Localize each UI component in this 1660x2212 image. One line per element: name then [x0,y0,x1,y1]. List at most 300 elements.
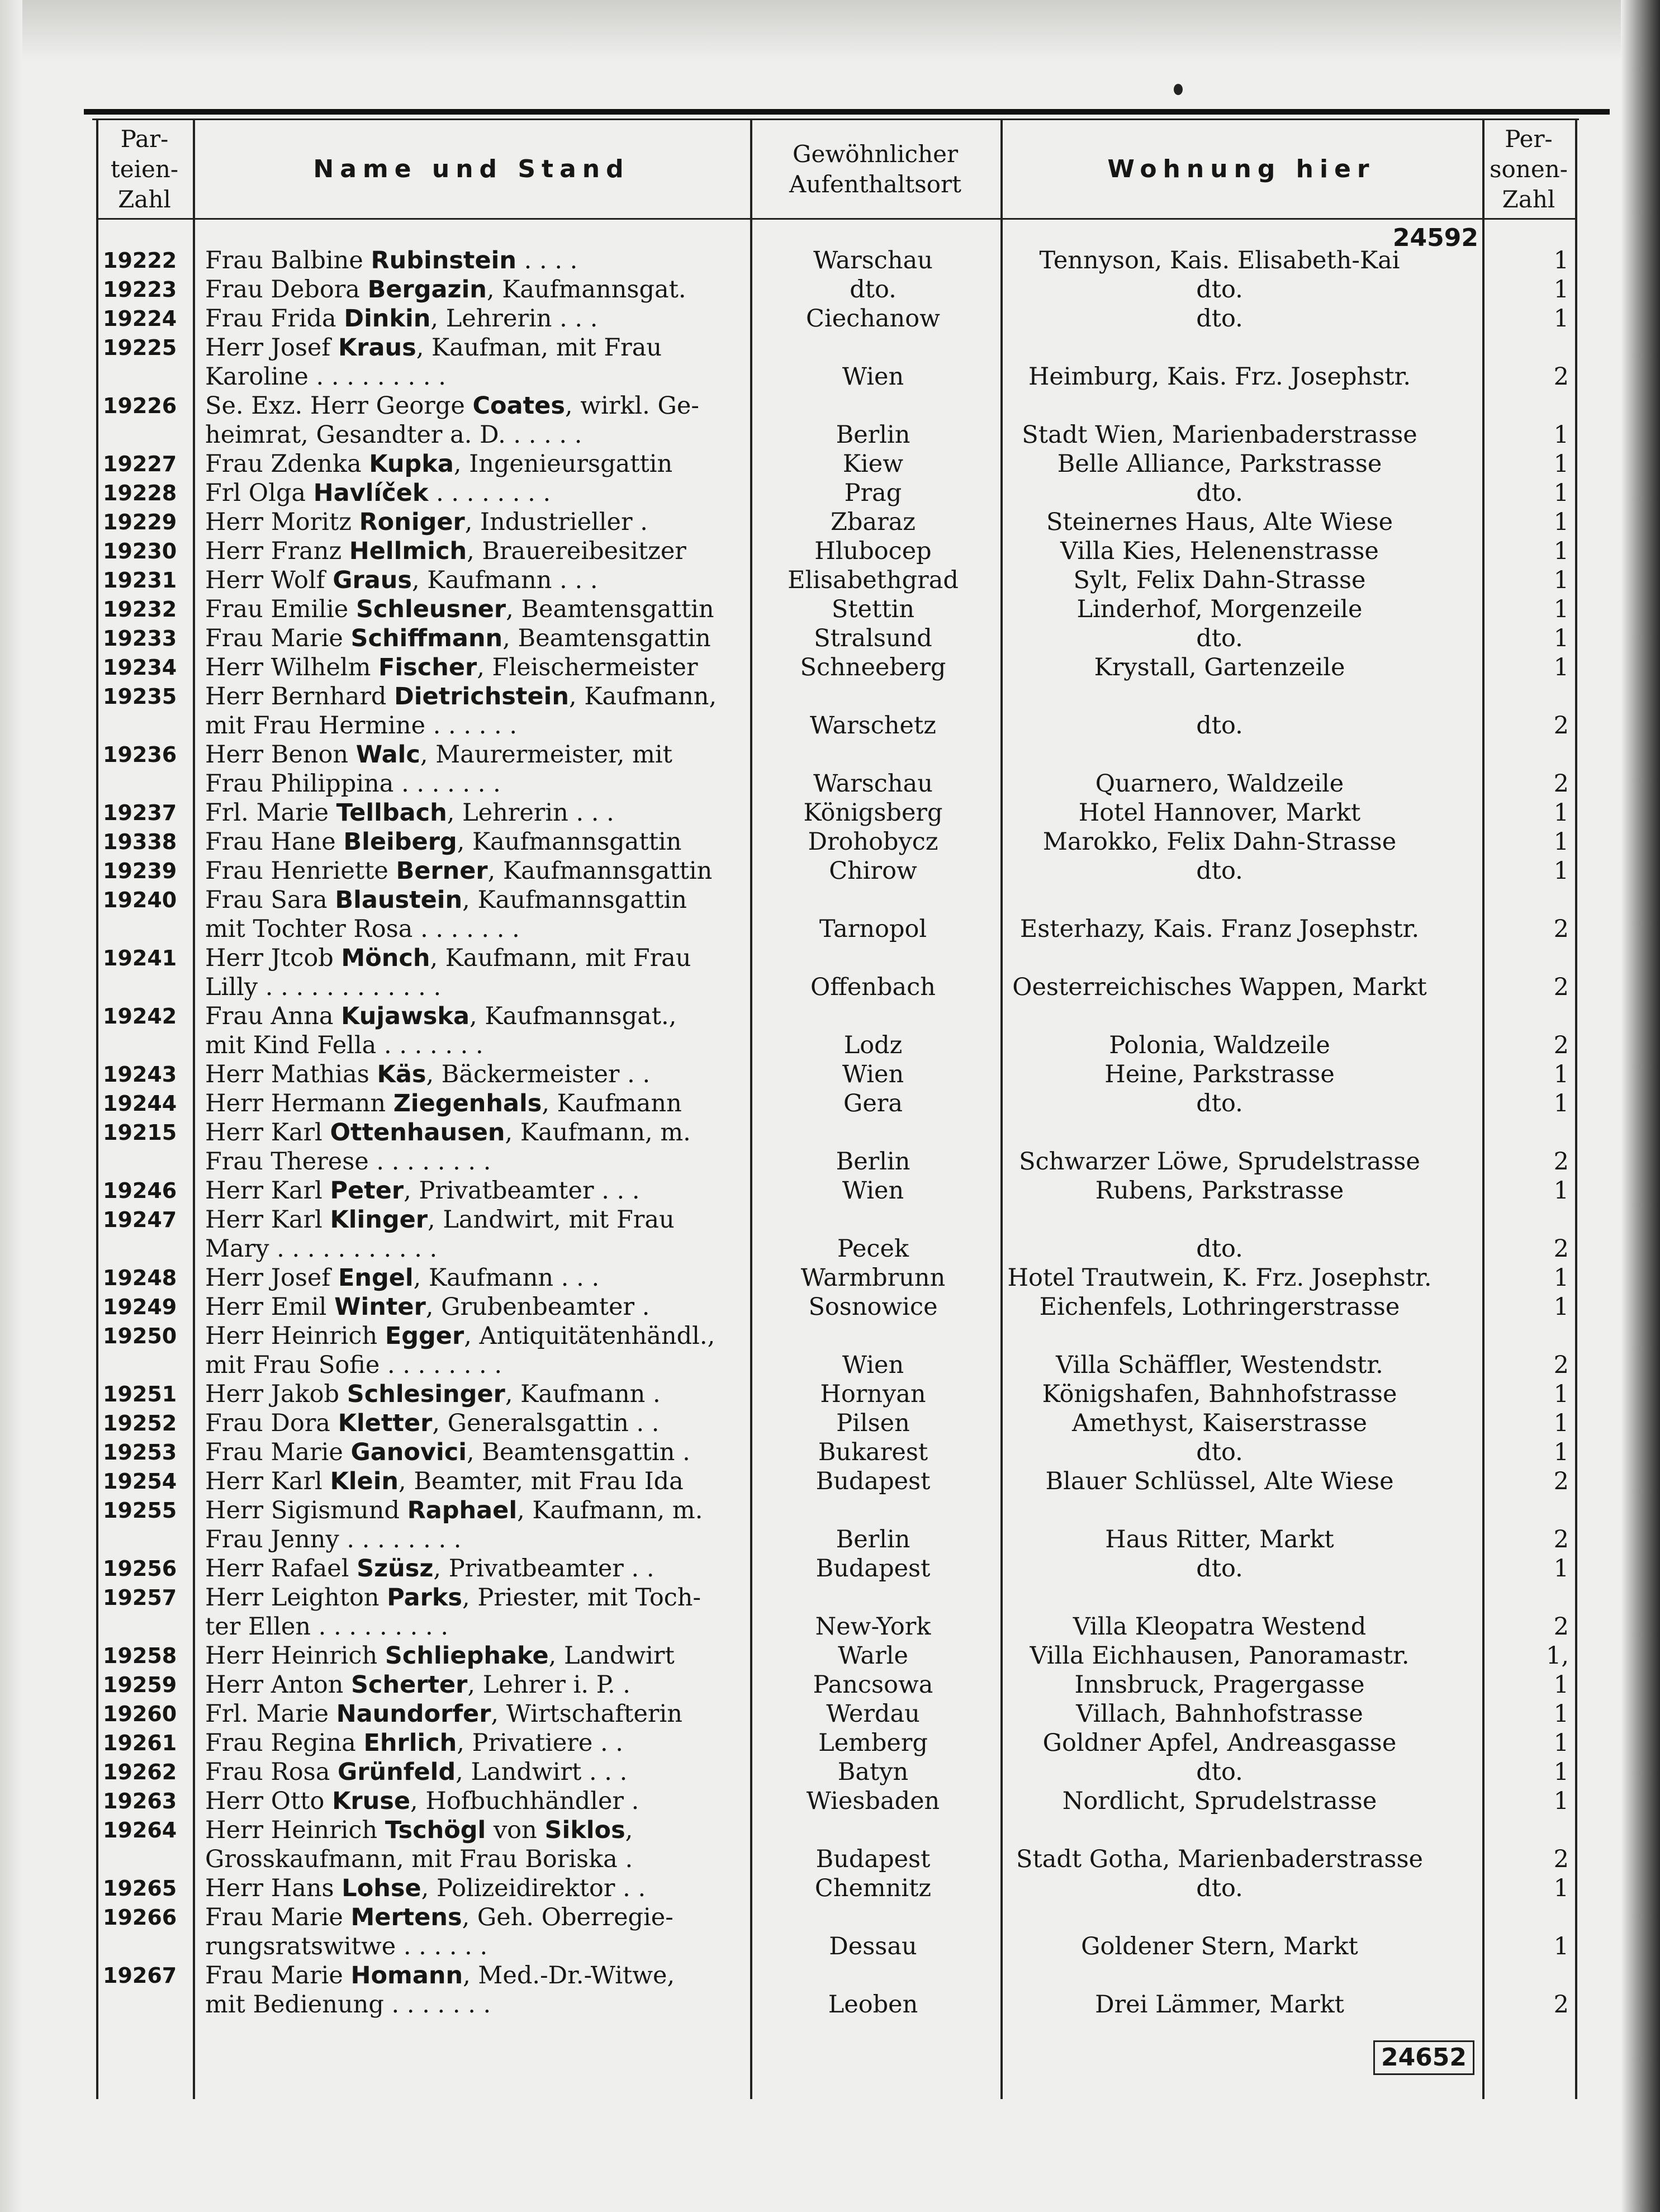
lodging: Eichenfels, Lothringerstrasse [1039,1293,1400,1321]
surname: Kraus [338,334,416,362]
name-line [205,246,837,275]
name-text: , Priester, mit Toch- [462,1584,701,1612]
lodging: Krystall, Gartenzeile [1094,653,1345,681]
name-line [205,740,837,769]
name-and-status [205,1496,837,1554]
name-text: Herr Franz [205,537,349,565]
top-rule [84,109,1610,115]
register-table [96,120,1577,2099]
lodging: Innsbruck, Pragergasse [1074,1671,1365,1699]
persons-count: 2 [1553,1467,1569,1495]
name-text: heimrat, Gesandter a. D. . . . . . [205,421,582,449]
name-and-status [205,595,837,624]
residence: Pancsowa [813,1671,933,1699]
persons-count: 1 [1553,1787,1569,1815]
register-entry [96,1787,1577,1816]
surname: Siklos [544,1816,625,1844]
lodging: Blauer Schlüssel, Alte Wiese [1045,1467,1394,1495]
party-number: 19257 [103,1585,177,1610]
persons-count: 1 [1553,1264,1569,1292]
surname: Parks [387,1584,463,1612]
name-line [205,827,837,856]
name-text: Herr Wilhelm [205,653,379,681]
party-number: 19240 [103,888,177,912]
party-number: 19225 [103,335,177,360]
name-text: Herr Wolf [205,566,333,594]
persons-count: 1 [1553,479,1569,507]
name-text: , Hofbuchhändler . [410,1787,639,1815]
persons-count: 1 [1553,857,1569,885]
party-number: 19253 [103,1440,177,1465]
name-and-status [205,944,837,1002]
name-text: , Ingenieursgattin [453,450,673,478]
name-text: Frau Hane [205,828,344,856]
surname: Hellmich [349,537,467,565]
party-number: 19244 [103,1091,177,1116]
name-text: , Fleischermeister [477,653,698,681]
name-line [205,1380,837,1409]
persons-count: 1 [1553,1177,1569,1205]
name-text: Karoline . . . . . . . . . [205,363,446,391]
lodging: Marokko, Felix Dahn-Strasse [1042,828,1397,856]
name-text: , Med.-Dr.-Witwe, [463,1962,675,1990]
name-text: , Kaufmannsgat., [469,1002,677,1030]
persons-count: 2 [1553,915,1569,943]
party-number: 19338 [103,830,177,854]
name-line [205,1263,837,1292]
party-number: 19230 [103,539,177,563]
register-entry [96,246,1577,275]
name-text: Herr Benon [205,741,356,769]
name-text: , Landwirt, mit Frau [428,1206,675,1234]
party-number: 19259 [103,1673,177,1697]
name-text: Herr Leighton [205,1584,387,1612]
surname: Lohse [342,1874,421,1902]
name-text: Frau Therese . . . . . . . . [205,1148,491,1176]
persons-count: 1 [1553,1700,1569,1728]
party-number: 19250 [103,1324,177,1348]
residence: Wien [842,363,904,391]
residence: Chirow [829,857,917,885]
surname: Bleiberg [343,828,457,856]
surname: Berner [396,857,488,885]
surname: Ziegenhals [393,1090,542,1117]
name-text: Herr Josef [205,1264,338,1292]
lodging: dto. [1196,857,1243,885]
residence: Berlin [836,1148,910,1176]
lodging: Haus Ritter, Markt [1105,1526,1334,1553]
party-number: 19233 [103,626,177,651]
party-number: 19260 [103,1702,177,1726]
surname: Klein [330,1467,399,1495]
persons-count: 1 [1553,1409,1569,1437]
register-entry [96,508,1577,537]
name-and-status [205,1467,837,1496]
name-and-status [205,1903,837,1961]
name-text: , Generalsgattin . . [432,1409,660,1437]
name-line [205,1787,837,1816]
surname: Szüsz [357,1555,434,1583]
surname: Ganovici [350,1438,467,1466]
residence: Budapest [815,1845,931,1873]
name-line [205,508,837,537]
lodging: Villa Kleopatra Westend [1073,1613,1367,1641]
register-entry [96,1380,1577,1409]
name-text: , Landwirt [548,1642,675,1670]
name-text: Frau Debora [205,276,368,304]
residence: Chemnitz [814,1874,932,1902]
name-text: , Grubenbeamter . [425,1293,650,1321]
lodging: Villa Schäffler, Westendstr. [1056,1351,1383,1379]
name-and-status [205,1758,837,1787]
name-and-status [205,1263,837,1292]
name-text: , Beamter, mit Frau Ida [399,1467,684,1495]
persons-count: 1 [1553,1758,1569,1786]
name-and-status [205,827,837,856]
carry-over-total: 24592 [1392,224,1478,252]
name-and-status [205,856,837,885]
name-line [205,1205,837,1234]
party-number: 19239 [103,859,177,883]
name-and-status [205,1380,837,1409]
persons-count: 1 [1553,1932,1569,1960]
name-line [205,1147,837,1176]
name-and-status [205,740,837,798]
surname: Schleusner [355,595,506,623]
lodging: dto. [1196,1555,1243,1583]
name-line [205,1060,837,1089]
name-text: mit Frau Sofie . . . . . . . . [205,1351,502,1379]
name-text: mit Frau Hermine . . . . . . [205,712,518,740]
name-text: ter Ellen . . . . . . . . . [205,1613,449,1641]
party-number: 19226 [103,394,177,418]
name-text: mit Bedienung . . . . . . . [205,1991,491,2019]
lodging: Polonia, Waldzeile [1109,1031,1330,1059]
name-text: Frau Philippina . . . . . . . [205,770,501,798]
persons-count: 2 [1553,1351,1569,1379]
persons-count: 2 [1553,973,1569,1001]
name-text: , Kaufmannsgattin [462,886,687,914]
residence: Pecek [837,1235,909,1263]
party-number: 19234 [103,655,177,680]
lodging: Quarnero, Waldzeile [1095,770,1344,798]
register-entry [96,1728,1577,1758]
surname: Kruse [332,1787,410,1815]
register-entry [96,566,1577,595]
persons-count: 1 [1553,1293,1569,1321]
register-entry [96,479,1577,508]
register-entry [96,624,1577,653]
party-number: 19246 [103,1178,177,1203]
name-text: . . . . [516,247,578,274]
register-entry [96,827,1577,856]
name-line [205,275,837,304]
party-number: 19241 [103,946,177,970]
name-line [205,711,837,740]
name-text: , Kaufmann . [505,1380,661,1408]
name-text: Frau Zdenka [205,450,369,478]
party-number: 19223 [103,277,177,302]
name-line [205,1321,837,1351]
persons-count: 2 [1553,1031,1569,1059]
surname: Fischer [378,653,477,681]
name-text: Frau Marie [205,1438,351,1466]
surname: Kujawska [341,1002,470,1030]
lodging: Amethyst, Kaiserstrasse [1072,1409,1367,1437]
register-entry [96,333,1577,391]
persons-count: 1 [1553,450,1569,478]
surname: Egger [385,1322,464,1350]
lodging: Villach, Bahnhofstrasse [1076,1700,1363,1728]
name-and-status [205,449,837,479]
lodging: Rubens, Parkstrasse [1095,1177,1344,1205]
name-text: Herr Otto [205,1787,333,1815]
party-number: 19224 [103,306,177,331]
name-text: Frau Marie [205,1962,351,1990]
lodging: Linderhof, Morgenzeile [1076,595,1363,623]
lodging: Sylt, Felix Dahn-Strasse [1073,566,1366,594]
name-line [205,1961,837,1990]
party-number: 19231 [103,568,177,593]
name-text: , Lehrerin . . . [430,305,598,333]
name-text: , Industrieller . [464,508,648,536]
name-line [205,1583,837,1612]
party-number: 19255 [103,1498,177,1523]
residence: New-York [815,1613,931,1641]
surname: Schiffmann [350,624,503,652]
register-entry [96,1438,1577,1467]
party-number: 19243 [103,1062,177,1087]
name-text: Herr Karl [205,1206,330,1234]
register-entry [96,449,1577,479]
residence: Batyn [837,1758,909,1786]
persons-count: 1 [1553,247,1569,274]
residence: Wien [842,1351,904,1379]
surname: Mertens [350,1903,462,1931]
register-entry [96,1060,1577,1089]
register-entry [96,1554,1577,1583]
name-text: , Privatbeamter . . . [404,1177,640,1205]
lodging: dto. [1196,1235,1243,1263]
residence: Bukarest [818,1438,928,1466]
name-and-status [205,1292,837,1321]
party-number: 19229 [103,510,177,534]
residence: Drohobycz [808,828,938,856]
register-entry [96,1118,1577,1176]
name-line [205,1554,837,1583]
residence: Königsberg [803,799,943,827]
name-line [205,1699,837,1728]
residence: Berlin [836,421,910,449]
name-text: Frl Olga [205,479,314,507]
name-text: Herr Bernhard [205,683,395,711]
register-entry [96,1699,1577,1728]
name-and-status [205,798,837,827]
name-text: , Geh. Oberregie- [462,1903,674,1931]
name-text: von [486,1816,545,1844]
name-text: , Polizeidirektor . . [421,1874,646,1902]
lodging: Königshafen, Bahnhofstrasse [1042,1380,1397,1408]
name-text: , Kaufmannsgat. [486,276,686,304]
residence: Kiew [842,450,904,478]
register-entry [96,1874,1577,1903]
surname: Kletter [338,1409,433,1437]
name-line [205,1496,837,1525]
name-line [205,566,837,595]
name-and-status [205,391,837,449]
name-text: Herr Rafael [205,1555,357,1583]
surname: Engel [338,1264,414,1292]
party-number: 19262 [103,1760,177,1784]
name-text: Frau Marie [205,1903,351,1931]
residence: Lemberg [818,1729,928,1757]
register-entry [96,1176,1577,1205]
party-number: 19248 [103,1266,177,1290]
surname: Tellbach [336,799,447,827]
lodging: Steinernes Haus, Alte Wiese [1046,508,1393,536]
surname: Raphael [407,1496,518,1524]
lodging: dto. [1196,479,1243,507]
scan-edge-right [1621,0,1660,2212]
name-line [205,1612,837,1641]
residence: Stettin [831,595,915,623]
header-name: Name und Stand [313,155,630,183]
surname: Homann [350,1962,463,1990]
surname: Schlesinger [347,1380,505,1408]
party-number: 19264 [103,1818,177,1842]
name-and-status [205,1554,837,1583]
name-text: , Kaufmann, m. [517,1496,703,1524]
residence: Warmbrunn [800,1264,946,1292]
name-and-status [205,1961,837,2019]
name-line [205,856,837,885]
name-line [205,1758,837,1787]
header-residence: Gewöhnlicher Aufenthaltsort [789,140,961,198]
register-entry [96,653,1577,682]
name-and-status [205,1728,837,1758]
register-entry [96,595,1577,624]
name-text: , Kaufmann, mit Frau [430,944,691,972]
name-line [205,420,837,449]
name-line [205,624,837,653]
party-number: 19215 [103,1120,177,1145]
name-text: Frau Balbine [205,247,371,274]
name-text: , Privatiere . . [457,1729,623,1757]
residence: Budapest [815,1467,931,1495]
persons-count: 1 [1553,1438,1569,1466]
surname: Bergazin [367,276,487,304]
name-line [205,1234,837,1263]
register-entry [96,1670,1577,1699]
party-number: 19222 [103,248,177,273]
name-text: Frau Frida [205,305,344,333]
party-number: 19242 [103,1004,177,1029]
residence: Tarnopol [819,915,927,943]
name-line [205,1002,837,1031]
lodging: Heine, Parkstrasse [1104,1060,1335,1088]
surname: Winter [334,1293,426,1321]
lodging: Goldner Apfel, Andreasgasse [1042,1729,1397,1757]
name-line [205,1874,837,1903]
residence: Hornyan [820,1380,926,1408]
name-text: Grosskaufmann, mit Frau Boriska . [205,1845,633,1873]
surname: Blaustein [335,886,463,914]
name-text: Herr Emil [205,1293,335,1321]
party-number: 19254 [103,1469,177,1494]
name-text: Herr Jakob [205,1380,347,1408]
name-text: Herr Mathias [205,1060,377,1088]
name-text: , Landwirt . . . [456,1758,628,1786]
name-text: Herr Sigismund [205,1496,407,1524]
name-text: Herr Hans [205,1874,342,1902]
lodging: Villa Eichhausen, Panoramastr. [1030,1642,1410,1670]
name-text: Se. Exz. Herr George [205,392,473,420]
residence: Stralsund [814,624,932,652]
name-text: Herr Heinrich [205,1322,385,1350]
register-entry [96,798,1577,827]
name-text: Frau Regina [205,1729,364,1757]
register-entry [96,1292,1577,1321]
name-line [205,1351,837,1380]
surname: Peter [330,1177,404,1205]
persons-count: 1 [1553,276,1569,304]
name-line [205,944,837,973]
name-and-status [205,653,837,682]
register-entry [96,1002,1577,1060]
party-number: 19252 [103,1411,177,1436]
party-number: 19258 [103,1643,177,1668]
register-entry [96,304,1577,333]
name-line [205,1641,837,1670]
name-text: Frau Anna [205,1002,342,1030]
name-and-status [205,1787,837,1816]
name-line [205,449,837,479]
surname: Dinkin [344,305,431,333]
name-text: Frl. Marie [205,1700,336,1728]
name-text: mit Kind Fella . . . . . . . [205,1031,483,1059]
party-number: 19247 [103,1207,177,1232]
party-number: 19232 [103,597,177,622]
lodging: Belle Alliance, Parkstrasse [1057,450,1382,478]
persons-count: 2 [1553,1845,1569,1873]
name-and-status [205,682,837,740]
name-text: Frl. Marie [205,799,336,827]
surname: Roniger [359,508,465,536]
name-text: Frau Dora [205,1409,338,1437]
lodging: Tennyson, Kais. Elisabeth-Kai [1039,247,1400,274]
persons-count: 1 [1553,1060,1569,1088]
residence: dto. [850,276,897,304]
register-entry [96,1961,1577,2019]
name-text: , Privatbeamter . . [433,1555,654,1583]
register-entry [96,1205,1577,1263]
name-text: Frau Marie [205,624,351,652]
name-text: Frau Sara [205,886,335,914]
residence: Elisabethgrad [788,566,959,594]
register-entry [96,275,1577,304]
name-line [205,537,837,566]
party-number: 19235 [103,684,177,709]
lodging: Esterhazy, Kais. Franz Josephstr. [1019,915,1420,943]
name-text: Frau Emilie [205,595,356,623]
name-and-status [205,1002,837,1060]
name-line [205,1728,837,1758]
name-and-status [205,1670,837,1699]
name-text: Frau Henriette [205,857,396,885]
register-entry [96,1758,1577,1787]
lodging: Drei Lämmer, Markt [1095,1991,1344,2019]
name-and-status [205,1409,837,1438]
